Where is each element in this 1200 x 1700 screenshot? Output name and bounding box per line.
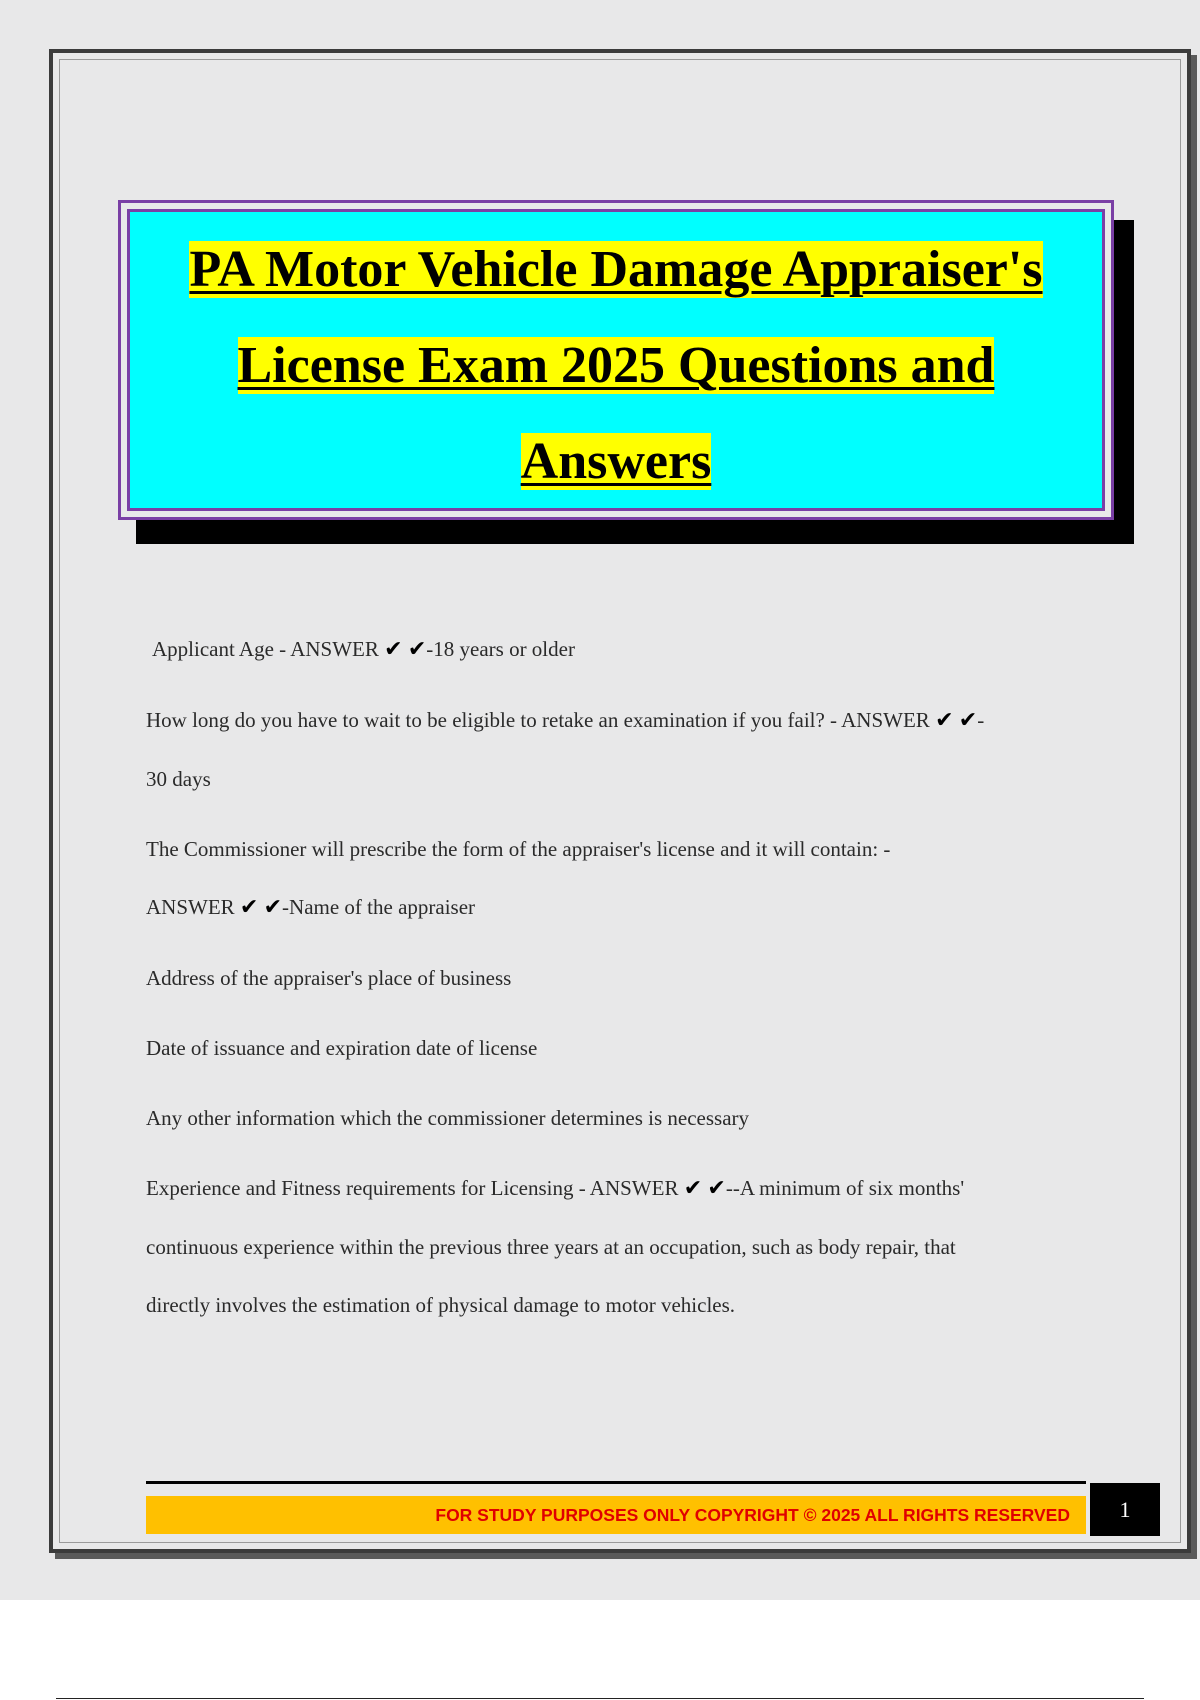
check-icon: ✔ [239, 895, 259, 920]
check-icon: ✔ [407, 637, 427, 662]
footer-rule [146, 1481, 1086, 1484]
title-line-3: Answers [520, 433, 712, 490]
document-title [130, 222, 1102, 510]
answer-line: Address of the appraiser's place of business [146, 966, 512, 990]
answer-text: --A minimum of six months' [725, 1176, 965, 1200]
answer-text: -18 years or older [426, 637, 575, 661]
question-line: The Commissioner will prescribe the form of the appraiser's license and it will contain: - [146, 837, 891, 861]
page-number: 1 [1090, 1483, 1160, 1536]
title-line-1: PA Motor Vehicle Damage Appraiser's [189, 241, 1043, 298]
qa-item [146, 620, 1096, 679]
answer-text: - [977, 708, 985, 732]
answer-line: 30 days [146, 767, 211, 791]
bottom-divider [56, 1698, 1144, 1699]
check-icon: ✔ [683, 1176, 703, 1201]
question-text: ANSWER [146, 895, 235, 919]
check-icon: ✔ [935, 708, 954, 733]
question-text: Experience and Fitness requirements for Licensing - ANSWER [146, 1176, 679, 1200]
title-banner [118, 200, 1114, 520]
answer-line: Date of issuance and expiration date of license [146, 1036, 538, 1060]
answer-text: -Name of the appraiser [282, 895, 476, 919]
qa-item [146, 691, 1096, 750]
question-text: How long do you have to wait to be eligible to retake an examination if you fail? - ANSWER [146, 708, 930, 732]
qa-item [146, 878, 1096, 937]
check-icon: ✔ [958, 708, 978, 733]
qa-item [146, 1159, 1096, 1218]
title-banner-inner [127, 209, 1105, 511]
title-line-2: License Exam 2025 Questions and [237, 337, 995, 394]
check-icon: ✔ [707, 1176, 726, 1201]
qa-content [146, 620, 1096, 1334]
footer-bar [146, 1496, 1086, 1534]
answer-line: Any other information which the commissioner determines is necessary [146, 1106, 750, 1130]
copyright-notice: FOR STUDY PURPOSES ONLY COPYRIGHT © 2025 ALL RIGHTS RESERVED [435, 1505, 1070, 1525]
question-text: Applicant Age - ANSWER [152, 637, 379, 661]
check-icon: ✔ [384, 637, 403, 662]
answer-line: continuous experience within the previous three years at an occupation, such as body repair, that [146, 1235, 956, 1259]
answer-line: directly involves the estimation of physical damage to motor vehicles. [146, 1293, 736, 1317]
check-icon: ✔ [263, 895, 283, 920]
